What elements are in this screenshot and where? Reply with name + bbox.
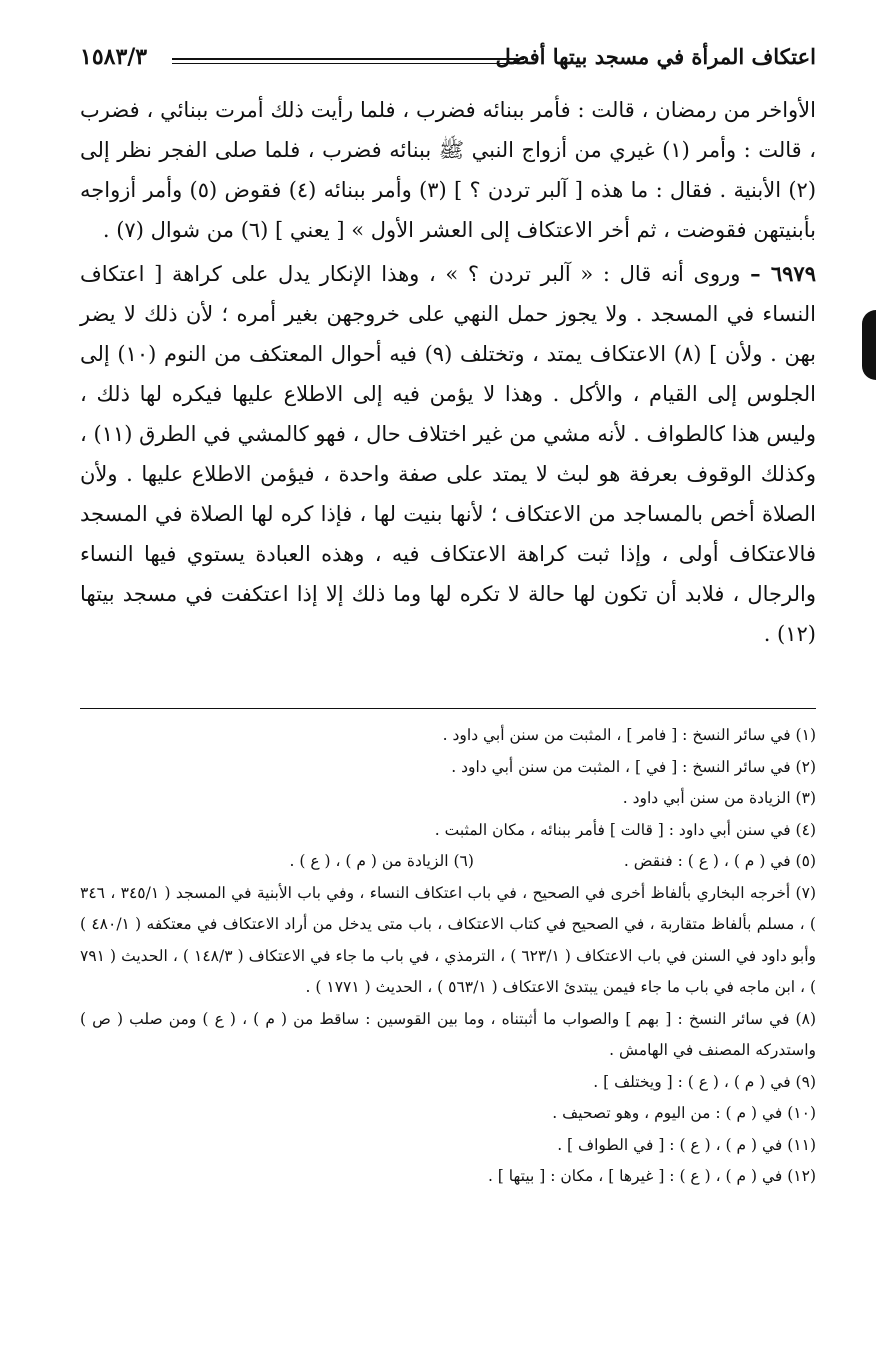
footnote-separator <box>80 708 816 709</box>
book-page <box>80 30 816 658</box>
footnote-row-5-6 <box>80 846 816 878</box>
footnote-3: (٣) الزيادة من سنن أبي داود . <box>622 789 816 807</box>
footnote-11: (١١) في ( م ) ، ( ع ) : [ في الطواف ] . <box>557 1135 816 1154</box>
paragraph-continuation: الأواخر من رمضان ، قالت : فأمر ببنائه فضرب ، فلما رأيت ذلك أمرت ببنائي ، فضرب ، قالت : وأمر (١) غيري من أزواج النبي ﷺ ببنائه فضرب ، فلما صلى الفجر نظر إلى (٢) الأبنية . فقال : ما هذه [ آلبر تردن ؟ ] (٣) وأمر ببنائه (٤) فقوض (٥) وأمر أزواجه بأبنيتهن فقوضت ، ثم أخر الاعتكاف إلى العشر الأول » [ يعني ] (٦) من شوال (٧) . <box>80 98 817 242</box>
running-title: اعتكاف المرأة في مسجد بيتها أفضل <box>495 44 816 69</box>
footnote-9: (٩) في ( م ) ، ( ع ) : [ ويختلف ] . <box>593 1072 816 1091</box>
paragraph-6979 <box>80 254 816 654</box>
header-rule <box>172 58 524 64</box>
page-number: ١٥٨٣/٣ <box>80 44 148 70</box>
footnote-5: (٥) في ( م ) ، ( ع ) : فنقض . <box>623 852 816 870</box>
item-number: ٦٩٧٩ – <box>750 261 816 286</box>
footnote-10: (١٠) في ( م ) : من اليوم ، وهو تصحيف . <box>552 1104 816 1122</box>
footnote-6: (٦) الزيادة من ( م ) ، ( ع ) . <box>289 852 474 870</box>
footnote-1: (١) في سائر النسخ : [ فامر ] ، المثبت من سنن أبي داود . <box>442 726 816 744</box>
footnote-4: (٤) في سنن أبي داود : [ قالت ] فأمر ببنائه ، مكان المثبت . <box>434 820 816 839</box>
item-text: وروى أنه قال : « آلبر تردن ؟ » ، وهذا الإنكار يدل على كراهة [ اعتكاف النساء في المسجد . ولا يجوز حمل النهي على خروجهن بغير أمره ؛ لأن ذلك لا يضر بهن . ولأن ] (٨) الاعتكاف يمتد ، وتختلف (٩) فيه أحوال المعتكف من النوم (١٠) إلى الجلوس إلى القيام ، والأكل . وهذا لا يؤمن فيه إلى الاطلاع عليها فيكره لها ذلك ، وليس هذا كالطواف . لأنه مشي من غير اختلاف حال ، فهو كالمشي في الطرق (١١) ، وكذلك الوقوف بعرفة هو لبث لا يمتد على صفة واحدة ، فيؤمن الاطلاع عليها . ولأن الصلاة أخص بالمساجد من الاعتكاف ؛ لأنها بنيت لها ، فإذا كره لها الصلاة في المسجد فالاعتكاف أولى ، وإذا ثبت كراهة الاعتكاف فيه ، وهذه العبادة يستوي فيها النساء والرجال ، فلابد أن تكون لها حالة لا تكره لها وما ذلك إلا إذا اعتكفت في مسجد بيتها (١٢) . <box>80 262 816 646</box>
footnote-2: (٢) في سائر النسخ : [ في ] ، المثبت من سنن أبي داود . <box>451 757 816 776</box>
footnotes <box>80 720 816 1193</box>
page-header <box>80 30 816 76</box>
footnote-8: (٨) في سائر النسخ : [ بهم ] والصواب ما أثبتناه ، وما بين القوسين : ساقط من ( م ) ، ( ع ) ومن صلب ( ص ) واستدركه المصنف في الهامش . <box>80 1009 816 1059</box>
footnote-7: (٧) أخرجه البخاري بألفاظ أخرى في الصحيح ، في باب اعتكاف النساء ، وفي باب الأبنية في المسجد ( ٣٤٥/١ ، ٣٤٦ ) ، مسلم بألفاظ متقاربة ، في الصحيح في كتاب الاعتكاف ، باب متى يدخل من أراد الاعتكاف في معتكفه ( ٤٨٠/١ ) وأبو داود في السنن في باب الاعتكاف ( ٦٢٣/١ ) ، الترمذي ، في باب ما جاء في الاعتكاف ( ١٤٨/٣ ) ، الحديث ( ٧٩١ ) ، ابن ماجه في باب ما جاء فيمن يبتدئ الاعتكاف ( ٥٦٣/١ ) ، الحديث ( ١٧٧١ ) . <box>80 883 817 996</box>
main-text <box>80 90 816 654</box>
footnote-12: (١٢) في ( م ) ، ( ع ) : [ غيرها ] ، مكان : [ بيتها ] . <box>487 1167 816 1185</box>
page-edge-tab <box>862 310 876 380</box>
